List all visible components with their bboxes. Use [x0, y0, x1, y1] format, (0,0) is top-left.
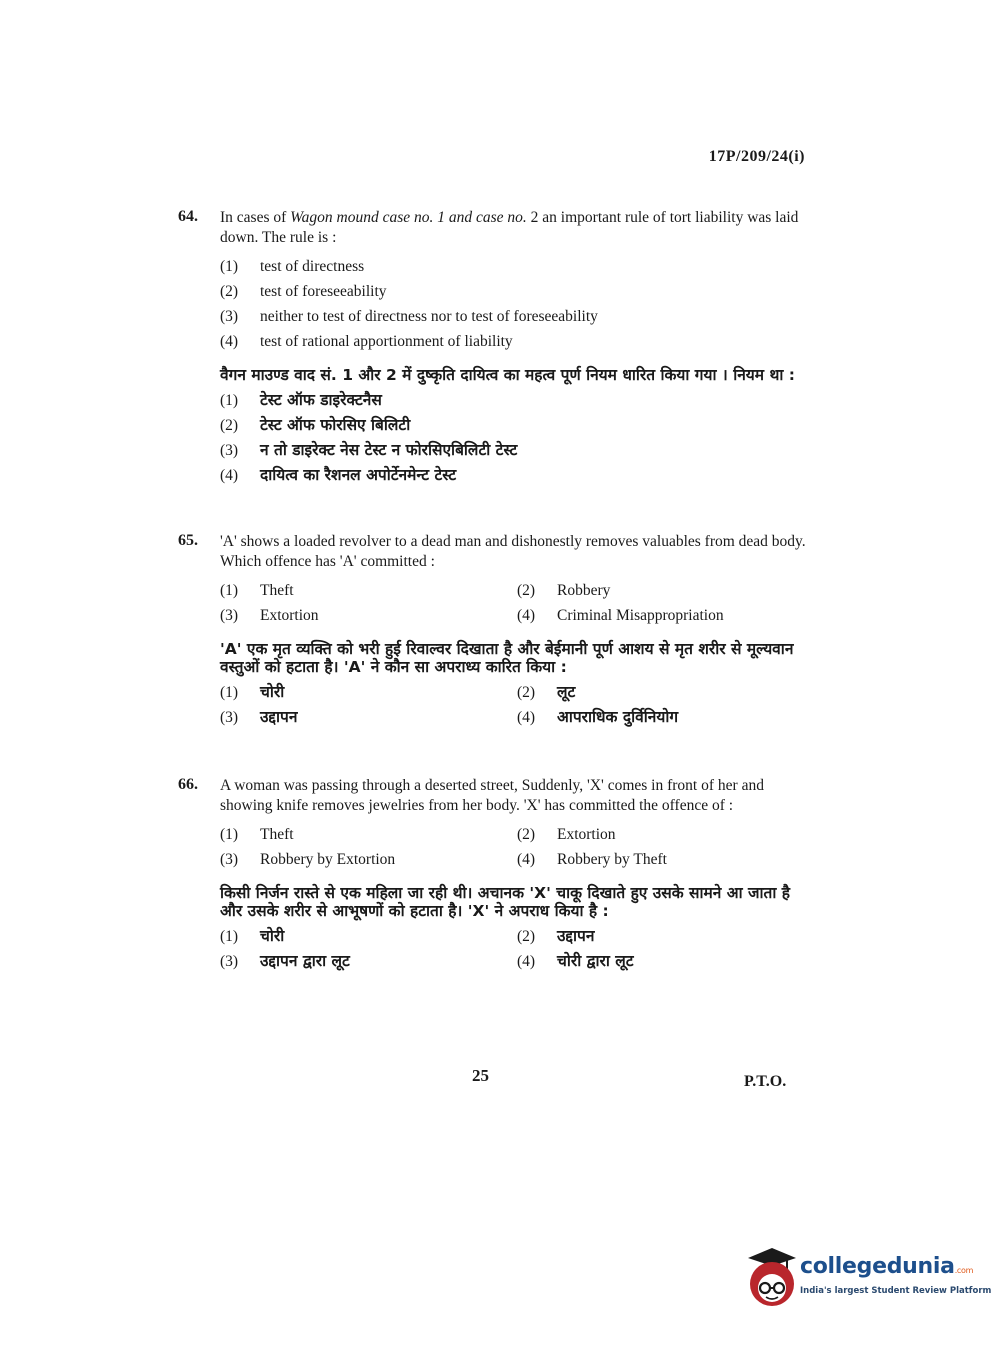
option-number: (2) — [517, 826, 536, 843]
option-number: (3) — [220, 709, 239, 726]
option-text: टेस्ट ऑफ डाइरेक्टनैस — [260, 391, 382, 409]
option — [220, 822, 517, 847]
hindi-options-list — [220, 680, 808, 730]
option-number: (3) — [220, 308, 239, 325]
option-number: (4) — [220, 467, 239, 484]
option-text: test of foreseeability — [260, 283, 387, 300]
question-number: 65. — [178, 532, 198, 549]
hindi-option — [517, 705, 817, 730]
option-text: दायित्व का रैशनल अपोर्टेनमेन्ट टेस्ट — [260, 466, 457, 484]
question-number: 64. — [178, 208, 198, 225]
option-text: उद्दापन — [260, 708, 298, 726]
hindi-option — [220, 463, 808, 488]
hindi-option — [220, 705, 517, 730]
options-list — [220, 254, 808, 354]
brand-name — [800, 1254, 973, 1279]
option-number: (2) — [220, 417, 239, 434]
case-name: Wagon mound case no. 1 and case no. — [290, 209, 527, 226]
question-66 — [178, 776, 808, 974]
option-text: टेस्ट ऑफ फोरसिए बिलिटी — [260, 416, 411, 434]
options-list — [220, 578, 808, 628]
question-number: 66. — [178, 776, 198, 793]
option-number: (3) — [220, 851, 239, 868]
hindi-option — [220, 388, 808, 413]
question-text-part: In cases of — [220, 209, 291, 226]
option-text: Extortion — [557, 826, 616, 843]
page-number: 25 — [472, 1066, 489, 1085]
hindi-option — [220, 924, 517, 949]
question-64 — [178, 208, 808, 488]
option-text: उद्दापन — [557, 927, 595, 945]
option — [220, 304, 808, 329]
option-number: (1) — [220, 582, 239, 599]
pto-label: P.T.O. — [744, 1073, 787, 1090]
option — [220, 578, 517, 603]
option-text: Robbery by Extortion — [260, 851, 396, 868]
option — [517, 578, 817, 603]
paper-code: 17P/209/24(i) — [708, 148, 805, 165]
brand-tagline: India's largest Student Review Platform — [800, 1286, 992, 1296]
option-text: Criminal Misappropriation — [557, 607, 724, 624]
option-number: (2) — [517, 928, 536, 945]
question-text — [220, 208, 808, 248]
option-number: (4) — [517, 709, 536, 726]
mascot-logo-icon — [742, 1244, 800, 1310]
option-text: neither to test of directness nor to test of foreseeability — [260, 308, 598, 325]
hindi-option — [220, 949, 517, 974]
option-text: न तो डाइरेक्ट नेस टेस्ट न फोरसिएबिलिटी टेस्ट — [260, 441, 518, 459]
option-number: (2) — [220, 283, 239, 300]
option-number: (4) — [517, 953, 536, 970]
option — [220, 279, 808, 304]
option-number: (4) — [517, 607, 536, 624]
option-text: चोरी द्वारा लूट — [557, 952, 634, 970]
option-text: चोरी — [260, 927, 285, 945]
option — [220, 603, 517, 628]
hindi-options-list — [220, 388, 808, 488]
hindi-options-list — [220, 924, 808, 974]
option-text: Robbery — [557, 582, 611, 599]
option-number: (2) — [517, 684, 536, 701]
option-number: (4) — [517, 851, 536, 868]
hindi-question-text: 'A' एक मृत व्यक्ति को भरी हुई रिवाल्वर दिखाता है और बेईमानी पूर्ण आशय से मृत शरीर से मूल्यवान वस्तुओं को हटाता है। 'A' ने कौन सा अपराध्य कारित किया : — [220, 640, 794, 676]
option-number: (3) — [220, 953, 239, 970]
collegedunia-watermark — [742, 1244, 992, 1314]
option-number: (1) — [220, 392, 239, 409]
option-number: (1) — [220, 684, 239, 701]
hindi-question-text: वैगन माउण्ड वाद सं. 1 और 2 में दुष्कृति दायित्व का महत्व पूर्ण नियम धारित किया गया । नियम था : — [220, 366, 795, 384]
option-number: (3) — [220, 442, 239, 459]
option-text: Theft — [260, 826, 294, 843]
option — [517, 847, 817, 872]
option-number: (3) — [220, 607, 239, 624]
option-text: आपराधिक दुर्विनियोग — [557, 708, 679, 726]
hindi-option — [517, 949, 817, 974]
option-text: Theft — [260, 582, 294, 599]
question-text: A woman was passing through a deserted street, Suddenly, 'X' comes in front of her and showing knife removes jewelries from her body. 'X' has committed the offence of : — [220, 777, 764, 814]
option — [220, 847, 517, 872]
hindi-question-text: किसी निर्जन रास्ते से एक महिला जा रही थी। अचानक 'X' चाकू दिखाते हुए उसके सामने आ जाता है और उसके शरीर से आभूषणों को हटाता है। 'X' ने अपराध किया है : — [220, 884, 791, 920]
option-text: लूट — [557, 683, 576, 701]
option — [220, 254, 808, 279]
option-text: चोरी — [260, 683, 285, 701]
hindi-option — [220, 680, 517, 705]
option-text: उद्दापन द्वारा लूट — [260, 952, 350, 970]
option-text: Robbery by Theft — [557, 851, 667, 868]
option-text: Extortion — [260, 607, 319, 624]
option-number: (1) — [220, 258, 239, 275]
question-text: 'A' shows a loaded revolver to a dead man and dishonestly removes valuables from dead body. Which offence has 'A' committed : — [220, 533, 806, 570]
brand-suffix: .com — [954, 1266, 974, 1275]
hindi-option — [220, 413, 808, 438]
question-65 — [178, 532, 808, 730]
option — [517, 603, 817, 628]
hindi-option — [517, 680, 817, 705]
option — [220, 329, 808, 354]
option-number: (1) — [220, 826, 239, 843]
option-number: (1) — [220, 928, 239, 945]
option-number: (4) — [220, 333, 239, 350]
options-list — [220, 822, 808, 872]
question-text-part: 2 an important rule of tort liability was laid down. The rule is : — [220, 209, 799, 246]
option-text: test of directness — [260, 258, 365, 275]
option-text: test of rational apportionment of liability — [260, 333, 513, 350]
hindi-option — [220, 438, 808, 463]
option-number: (2) — [517, 582, 536, 599]
option — [517, 822, 817, 847]
hindi-option — [517, 924, 817, 949]
brand-text: collegedunia — [800, 1254, 955, 1279]
